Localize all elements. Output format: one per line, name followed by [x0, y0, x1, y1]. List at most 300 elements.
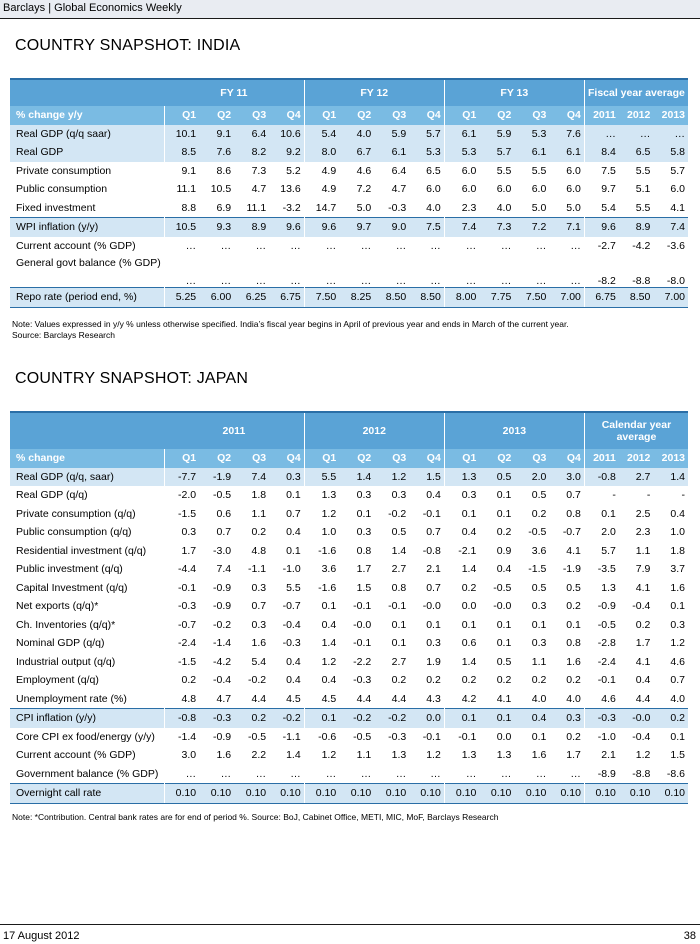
india-group-row [10, 80, 688, 106]
japan-col-header-1: Q1 [164, 449, 199, 468]
row-value: 4.0 [566, 692, 581, 705]
japan-group-0: 2011 [164, 413, 304, 449]
row-value: … [444, 765, 479, 784]
row-label: Real GDP (q/q, saar) [10, 468, 164, 487]
row-value: … [290, 275, 301, 287]
row-value: 5.8 [653, 143, 688, 162]
row-value: 1.3 [496, 749, 512, 762]
row-value: … [395, 767, 407, 780]
row-value: -0.0 [619, 709, 653, 728]
row-value: 0.8 [391, 581, 407, 594]
india-source: Source: Barclays Research [12, 330, 115, 340]
row-value: 0.1 [566, 618, 581, 631]
row-value: -0.3 [282, 637, 301, 650]
row-value: 7.1 [549, 218, 584, 237]
row-value: … [220, 275, 232, 287]
row-value: 2.7 [391, 655, 407, 668]
table-row [10, 671, 688, 690]
row-label: CPI inflation (y/y) [10, 709, 164, 728]
india-col-header-4: Q4 [269, 106, 304, 125]
japan-group-blank [10, 413, 164, 449]
row-value: 2.5 [635, 507, 651, 520]
row-value: - [584, 486, 618, 505]
row-value: 0.3 [426, 637, 441, 650]
row-label: WPI inflation (y/y) [10, 218, 164, 237]
row-value: 0.10 [164, 784, 199, 804]
japan-col-header-5: Q1 [304, 449, 339, 468]
india-col-header-11: Q3 [514, 106, 549, 125]
row-value: 0.1 [304, 709, 339, 728]
japan-col-header-0: % change [10, 449, 164, 468]
india-col-header-2: Q2 [199, 106, 234, 125]
row-value: 7.00 [549, 288, 584, 308]
row-value: 7.3 [479, 218, 514, 237]
japan-col-header-15: 2013 [653, 449, 688, 468]
row-value: 4.2 [444, 690, 479, 709]
row-value: -0.9 [213, 730, 232, 743]
row-value: 0.4 [286, 674, 301, 687]
row-value: -0.5 [248, 730, 267, 743]
row-value: -0.5 [528, 526, 547, 539]
row-value: 0.5 [531, 489, 547, 502]
row-value: 0.2 [164, 671, 199, 690]
row-value: 7.9 [635, 563, 651, 576]
row-value: 5.3 [444, 143, 479, 162]
row-value: 4.0 [531, 692, 547, 705]
row-value: 0.2 [444, 671, 479, 690]
india-group-0: FY 11 [164, 80, 304, 106]
table-row [10, 542, 688, 561]
japan-title: COUNTRY SNAPSHOT: JAPAN [15, 370, 249, 387]
row-value: 1.3 [391, 749, 407, 762]
row-value: -8.8 [632, 767, 651, 780]
row-value: 7.2 [514, 218, 549, 237]
row-value: 6.0 [670, 183, 685, 196]
row-value: 0.7 [670, 674, 685, 687]
row-value: 1.6 [670, 581, 685, 594]
row-value: 0.10 [653, 784, 688, 804]
row-value: … [430, 275, 441, 287]
row-value: 1.1 [531, 655, 547, 668]
japan-col-header-9: Q1 [444, 449, 479, 468]
row-value: -8.9 [584, 765, 618, 784]
row-value: -0.2 [269, 709, 304, 728]
row-value: 9.7 [339, 218, 374, 237]
row-value: 4.0 [339, 125, 374, 144]
row-value: 0.10 [234, 784, 269, 804]
row-value: -0.4 [213, 674, 232, 687]
row-value: … [619, 125, 653, 144]
row-value: -0.9 [584, 597, 618, 616]
row-value: 1.1 [635, 544, 651, 557]
row-value: 0.4 [514, 709, 549, 728]
row-value: 5.2 [286, 164, 301, 177]
row-value: 8.9 [234, 218, 269, 237]
row-value: 0.1 [286, 489, 301, 502]
india-col-header-10: Q2 [479, 106, 514, 125]
row-value: 0.10 [479, 784, 514, 804]
row-value: … [535, 767, 547, 780]
row-value: 0.2 [653, 709, 688, 728]
row-value: 4.9 [304, 162, 339, 181]
row-value: -8.0 [666, 275, 685, 287]
row-value: 5.7 [584, 542, 618, 561]
row-value: -0.8 [164, 709, 199, 728]
row-value: 4.1 [635, 581, 651, 594]
row-value: -0.7 [282, 600, 301, 613]
japan-note-text: Note: *Contribution. Central bank rates are for end of period %. Source: BoJ, Cabinet Office, METI, MIC, MoF, Barclays Research [12, 812, 499, 822]
row-value: 0.3 [531, 637, 547, 650]
india-table [10, 78, 688, 308]
row-value: 7.4 [234, 468, 269, 487]
row-value: 6.1 [444, 125, 479, 144]
row-value: 0.7 [216, 526, 232, 539]
row-value: 6.4 [234, 125, 269, 144]
row-value: 1.1 [356, 749, 372, 762]
row-value: 0.5 [479, 468, 514, 487]
row-value: 0.5 [496, 655, 512, 668]
row-value: 1.4 [653, 468, 688, 487]
row-value: 0.10 [584, 784, 618, 804]
row-value: … [570, 275, 581, 287]
row-value: … [304, 765, 339, 784]
table-row [10, 505, 688, 524]
japan-col-header-11: Q3 [514, 449, 549, 468]
row-value: 9.1 [164, 162, 199, 181]
row-label: Real GDP (q/q saar) [10, 125, 164, 144]
row-value: 0.0 [444, 597, 479, 616]
row-value: -2.8 [584, 634, 618, 653]
row-value: -0.3 [164, 597, 199, 616]
row-label: Real GDP (q/q) [16, 489, 88, 502]
row-value: 0.4 [286, 526, 301, 539]
row-value: 0.10 [339, 784, 374, 804]
row-value: 1.2 [304, 653, 339, 672]
table-row [10, 218, 688, 237]
row-value: … [220, 767, 232, 780]
row-value: … [535, 239, 547, 252]
japan-col-header-7: Q3 [374, 449, 409, 468]
row-value: 9.2 [269, 143, 304, 162]
row-value: 1.7 [635, 637, 651, 650]
india-col-header-3: Q3 [234, 106, 269, 125]
row-value: 7.5 [409, 218, 444, 237]
row-value: -1.6 [304, 579, 339, 598]
table-row [10, 634, 688, 653]
footer-date: 17 August 2012 [3, 930, 80, 942]
row-value: -4.2 [213, 655, 232, 668]
row-value: … [570, 767, 581, 780]
row-label: General govt balance (% GDP) [16, 257, 161, 269]
row-value: 0.3 [391, 489, 407, 502]
row-value: -0.1 [444, 728, 479, 747]
row-value: 0.10 [199, 784, 234, 804]
row-value: 4.1 [635, 655, 651, 668]
row-value: 1.8 [670, 544, 685, 557]
india-col-header-9: Q1 [444, 106, 479, 125]
row-label: Capital Investment (q/q) [16, 581, 128, 594]
row-value: -3.0 [213, 544, 232, 557]
row-value: 0.10 [444, 784, 479, 804]
row-value: -1.9 [199, 468, 234, 487]
row-value: -0.5 [213, 489, 232, 502]
row-value: -4.4 [164, 560, 199, 579]
row-value: 8.50 [619, 288, 653, 308]
row-value: 2.1 [426, 563, 441, 576]
row-label: Current account (% GDP) [16, 749, 136, 762]
table-row [10, 255, 688, 288]
row-value: 0.4 [670, 507, 685, 520]
japan-col-header-12: Q4 [549, 449, 584, 468]
japan-col-header-13: 2011 [584, 449, 618, 468]
row-value: 5.1 [635, 183, 651, 196]
row-value: 0.1 [444, 709, 479, 728]
row-value: 4.8 [251, 544, 267, 557]
row-value: 7.50 [514, 288, 549, 308]
row-value: … [395, 239, 407, 252]
row-value: 0.1 [670, 600, 685, 613]
row-value: … [535, 275, 547, 287]
row-value: -0.5 [353, 730, 372, 743]
table-row [10, 125, 688, 144]
row-value: 5.0 [356, 201, 372, 214]
row-value: 0.7 [251, 600, 267, 613]
row-value: 1.0 [670, 526, 685, 539]
row-value: -1.0 [282, 563, 301, 576]
row-value: -0.1 [388, 600, 407, 613]
row-value: - [646, 489, 651, 502]
row-value: 0.2 [251, 526, 267, 539]
row-value: 8.8 [164, 199, 199, 218]
japan-note [12, 812, 498, 823]
row-value: 0.3 [670, 618, 685, 631]
row-value: … [164, 237, 199, 256]
row-value: -0.2 [213, 618, 232, 631]
row-value: 5.4 [251, 655, 267, 668]
row-value: 9.0 [374, 218, 409, 237]
row-value: 5.3 [409, 143, 444, 162]
row-value: 0.1 [496, 489, 512, 502]
row-value: 8.6 [216, 164, 232, 177]
row-value: 5.0 [566, 201, 581, 214]
row-value: -8.8 [632, 275, 651, 287]
row-value: 1.6 [216, 749, 232, 762]
row-value: … [220, 239, 232, 252]
row-value: -1.6 [304, 542, 339, 561]
row-label: Private consumption [16, 164, 112, 177]
row-value: 9.6 [304, 218, 339, 237]
row-value: 0.2 [496, 674, 512, 687]
row-value: -0.4 [632, 600, 651, 613]
row-value: -0.7 [562, 526, 581, 539]
table-row [10, 199, 688, 218]
row-value: -1.5 [528, 563, 547, 576]
row-value: 5.3 [514, 125, 549, 144]
japan-col-header-3: Q3 [234, 449, 269, 468]
row-value: 0.9 [496, 544, 512, 557]
row-value: 0.8 [356, 544, 372, 557]
row-value: 1.8 [251, 489, 267, 502]
row-value: 1.6 [251, 637, 267, 650]
row-value: 2.1 [584, 746, 618, 765]
row-label: Employment (q/q) [16, 674, 99, 687]
row-value: … [500, 239, 512, 252]
row-value: -0.4 [632, 730, 651, 743]
row-value: 0.6 [216, 507, 232, 520]
row-value: 1.2 [304, 746, 339, 765]
row-value: 0.5 [531, 581, 547, 594]
row-value: 1.5 [670, 749, 685, 762]
row-label: Public investment (q/q) [16, 563, 123, 576]
row-value: 7.4 [216, 563, 232, 576]
row-value: 4.0 [496, 201, 512, 214]
japan-col-header-8: Q4 [409, 449, 444, 468]
row-value: 0.1 [496, 507, 512, 520]
row-value: 11.1 [164, 180, 199, 199]
row-value: 9.3 [199, 218, 234, 237]
row-value: 0.3 [549, 709, 584, 728]
table-row [10, 728, 688, 747]
row-value: 1.5 [409, 468, 444, 487]
row-value: -1.5 [164, 653, 199, 672]
india-col-header-6: Q2 [339, 106, 374, 125]
row-value: -0.2 [339, 709, 374, 728]
row-value: 5.25 [164, 288, 199, 308]
table-row [10, 288, 688, 308]
row-value: 0.7 [426, 581, 441, 594]
table-row [10, 616, 688, 635]
row-value: 11.1 [246, 201, 267, 214]
row-value: -0.5 [584, 616, 618, 635]
row-value: 1.4 [444, 560, 479, 579]
row-value: 5.5 [635, 201, 651, 214]
india-title: COUNTRY SNAPSHOT: INDIA [15, 37, 241, 54]
row-value: -2.7 [584, 237, 618, 256]
row-value: 1.4 [391, 544, 407, 557]
row-value: 6.25 [234, 288, 269, 308]
row-value: 7.00 [653, 288, 688, 308]
row-value: 3.7 [670, 563, 685, 576]
row-value: 0.4 [496, 563, 512, 576]
row-value: 1.3 [444, 746, 479, 765]
row-value: -0.7 [164, 616, 199, 635]
row-value: 5.4 [584, 199, 618, 218]
row-value: 0.3 [444, 486, 479, 505]
row-label: Industrial output (q/q) [16, 655, 116, 668]
row-value: 3.0 [549, 468, 584, 487]
page-footer [0, 924, 700, 942]
india-col-header-8: Q4 [409, 106, 444, 125]
row-value: … [430, 239, 441, 252]
row-label: Repo rate (period end, %) [10, 288, 164, 308]
row-value: 0.7 [286, 507, 301, 520]
row-value: 0.1 [444, 616, 479, 635]
row-value: … [360, 239, 372, 252]
row-value: 6.0 [566, 164, 581, 177]
row-value: 2.2 [251, 749, 267, 762]
japan-data-table [10, 413, 688, 804]
row-value: 0.5 [566, 581, 581, 594]
row-value: … [164, 765, 199, 784]
row-value: 0.2 [496, 526, 512, 539]
row-value: 4.4 [635, 692, 651, 705]
row-value: 7.75 [479, 288, 514, 308]
india-group-1: FY 12 [304, 80, 444, 106]
row-value: 1.7 [164, 542, 199, 561]
row-value: -0.3 [388, 730, 407, 743]
row-label: Residential investment (q/q) [16, 544, 147, 557]
row-value: 14.7 [304, 199, 339, 218]
row-label: Government balance (% GDP) [16, 767, 159, 780]
row-value: 7.50 [304, 288, 339, 308]
row-value: 5.5 [304, 468, 339, 487]
row-value: 0.10 [619, 784, 653, 804]
row-value: 0.1 [391, 618, 407, 631]
row-value: 0.2 [566, 674, 581, 687]
row-value: 0.6 [444, 634, 479, 653]
row-value: -2.0 [164, 486, 199, 505]
row-value: 0.0 [409, 709, 444, 728]
row-value: 6.1 [374, 143, 409, 162]
row-value: 6.0 [531, 183, 547, 196]
row-value: 0.2 [566, 600, 581, 613]
india-note [12, 319, 569, 341]
row-value: 4.5 [304, 690, 339, 709]
india-col-header-7: Q3 [374, 106, 409, 125]
row-value: 0.2 [531, 507, 547, 520]
table-row [10, 597, 688, 616]
india-col-header-0: % change y/y [10, 106, 164, 125]
row-value: … [395, 275, 407, 287]
row-value: 10.1 [164, 125, 199, 144]
row-value: 0.8 [566, 637, 581, 650]
row-value: 4.1 [670, 201, 685, 214]
row-value: 5.0 [531, 201, 547, 214]
header-title: Barclays | Global Economics Weekly [3, 2, 182, 14]
row-value: - [681, 489, 685, 502]
row-value: 5.5 [635, 164, 651, 177]
row-value: 0.2 [426, 674, 441, 687]
row-value: 5.9 [479, 125, 514, 144]
row-value: -2.2 [353, 655, 372, 668]
india-col-header-13: 2011 [584, 106, 618, 125]
row-value: 0.3 [356, 489, 372, 502]
row-value: … [290, 767, 301, 780]
row-value: … [360, 275, 372, 287]
row-value: 7.4 [444, 218, 479, 237]
row-value: 7.6 [549, 125, 584, 144]
row-label: Nominal GDP (q/q) [16, 637, 105, 650]
row-value: 4.4 [251, 692, 267, 705]
table-row [10, 653, 688, 672]
row-value: 1.2 [426, 749, 441, 762]
row-value: 8.25 [339, 288, 374, 308]
row-value: 9.7 [584, 180, 618, 199]
row-value: 1.3 [304, 486, 339, 505]
row-value: 8.5 [164, 143, 199, 162]
row-value: 0.2 [635, 618, 651, 631]
row-label: Real GDP [10, 143, 164, 162]
row-value: 4.1 [566, 544, 581, 557]
row-value: 0.2 [444, 579, 479, 598]
row-value: … [653, 125, 688, 144]
row-value: -0.6 [304, 728, 339, 747]
row-value: 6.7 [339, 143, 374, 162]
table-row [10, 765, 688, 784]
row-value: 1.2 [670, 637, 685, 650]
row-value: 0.1 [531, 730, 547, 743]
row-value: … [255, 275, 267, 287]
